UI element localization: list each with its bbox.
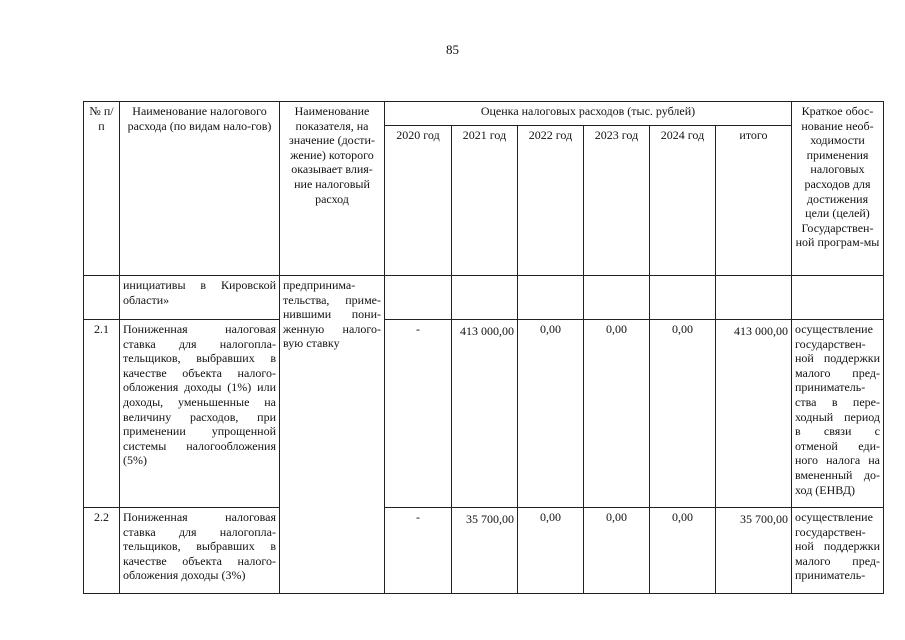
row-rationale: осуществление государствен-ной поддержки малого пред-приниматель-ства в пере-ходный период в связи с отменой еди-ного налога на вмененный до-ход (ЕНВД) [792, 320, 884, 508]
header-year-2022: 2022 год [518, 126, 584, 276]
row-number: 2.2 [84, 508, 120, 594]
header-indicator: Наименование показателя, на значение (дости-жение) которого оказывает влия-ние налоговый расход [280, 102, 385, 276]
header-total: итого [716, 126, 792, 276]
value-2023: 0,00 [584, 508, 650, 594]
value-total: 413 000,00 [716, 320, 792, 508]
value-2021: 413 000,00 [452, 320, 518, 508]
row-name: Пониженная налоговая ставка для налогопла-тельщиков, выбравших в качестве объекта налого-обложения доходы (1%) или доходы, уменьшенные на величину расходов, при применении упрощенной системы налогообложения (5%) [120, 320, 280, 508]
value-2024: 0,00 [650, 320, 716, 508]
table-row [84, 320, 884, 508]
header-row-1 [84, 102, 884, 126]
value-2022: 0,00 [518, 320, 584, 508]
header-year-2023: 2023 год [584, 126, 650, 276]
value-2020: - [385, 320, 452, 508]
value-2022: 0,00 [518, 508, 584, 594]
header-rationale: Краткое обос-нование необ-ходимости применения налоговых расходов для достижения цели (целей) Государствен-ной програм-мы [792, 102, 884, 276]
value-2020: - [385, 508, 452, 594]
header-name: Наименование налогового расхода (по видам нало-гов) [120, 102, 280, 276]
header-year-2020: 2020 год [385, 126, 452, 276]
header-year-2024: 2024 год [650, 126, 716, 276]
continuation-indicator: предпринима-тельства, приме-нившими пони-женную налого-вую ставку [280, 276, 385, 594]
continuation-row [84, 276, 884, 320]
value-2021: 35 700,00 [452, 508, 518, 594]
row-number: 2.1 [84, 320, 120, 508]
header-no: № п/п [84, 102, 120, 276]
row-name: Пониженная налоговая ставка для налогопла-тельщиков, выбравших в качестве объекта налого-обложения доходы (3%) [120, 508, 280, 594]
row-rationale: осуществление государствен-ной поддержки малого пред-приниматель- [792, 508, 884, 594]
value-total: 35 700,00 [716, 508, 792, 594]
table-row [84, 508, 884, 594]
page-number: 85 [446, 42, 459, 57]
header-estimate-group: Оценка налоговых расходов (тыс. рублей) [385, 102, 792, 126]
value-2023: 0,00 [584, 320, 650, 508]
header-year-2021: 2021 год [452, 126, 518, 276]
value-2024: 0,00 [650, 508, 716, 594]
continuation-name: инициативы в Кировской области» [120, 276, 280, 320]
tax-expenditure-table [83, 101, 884, 594]
